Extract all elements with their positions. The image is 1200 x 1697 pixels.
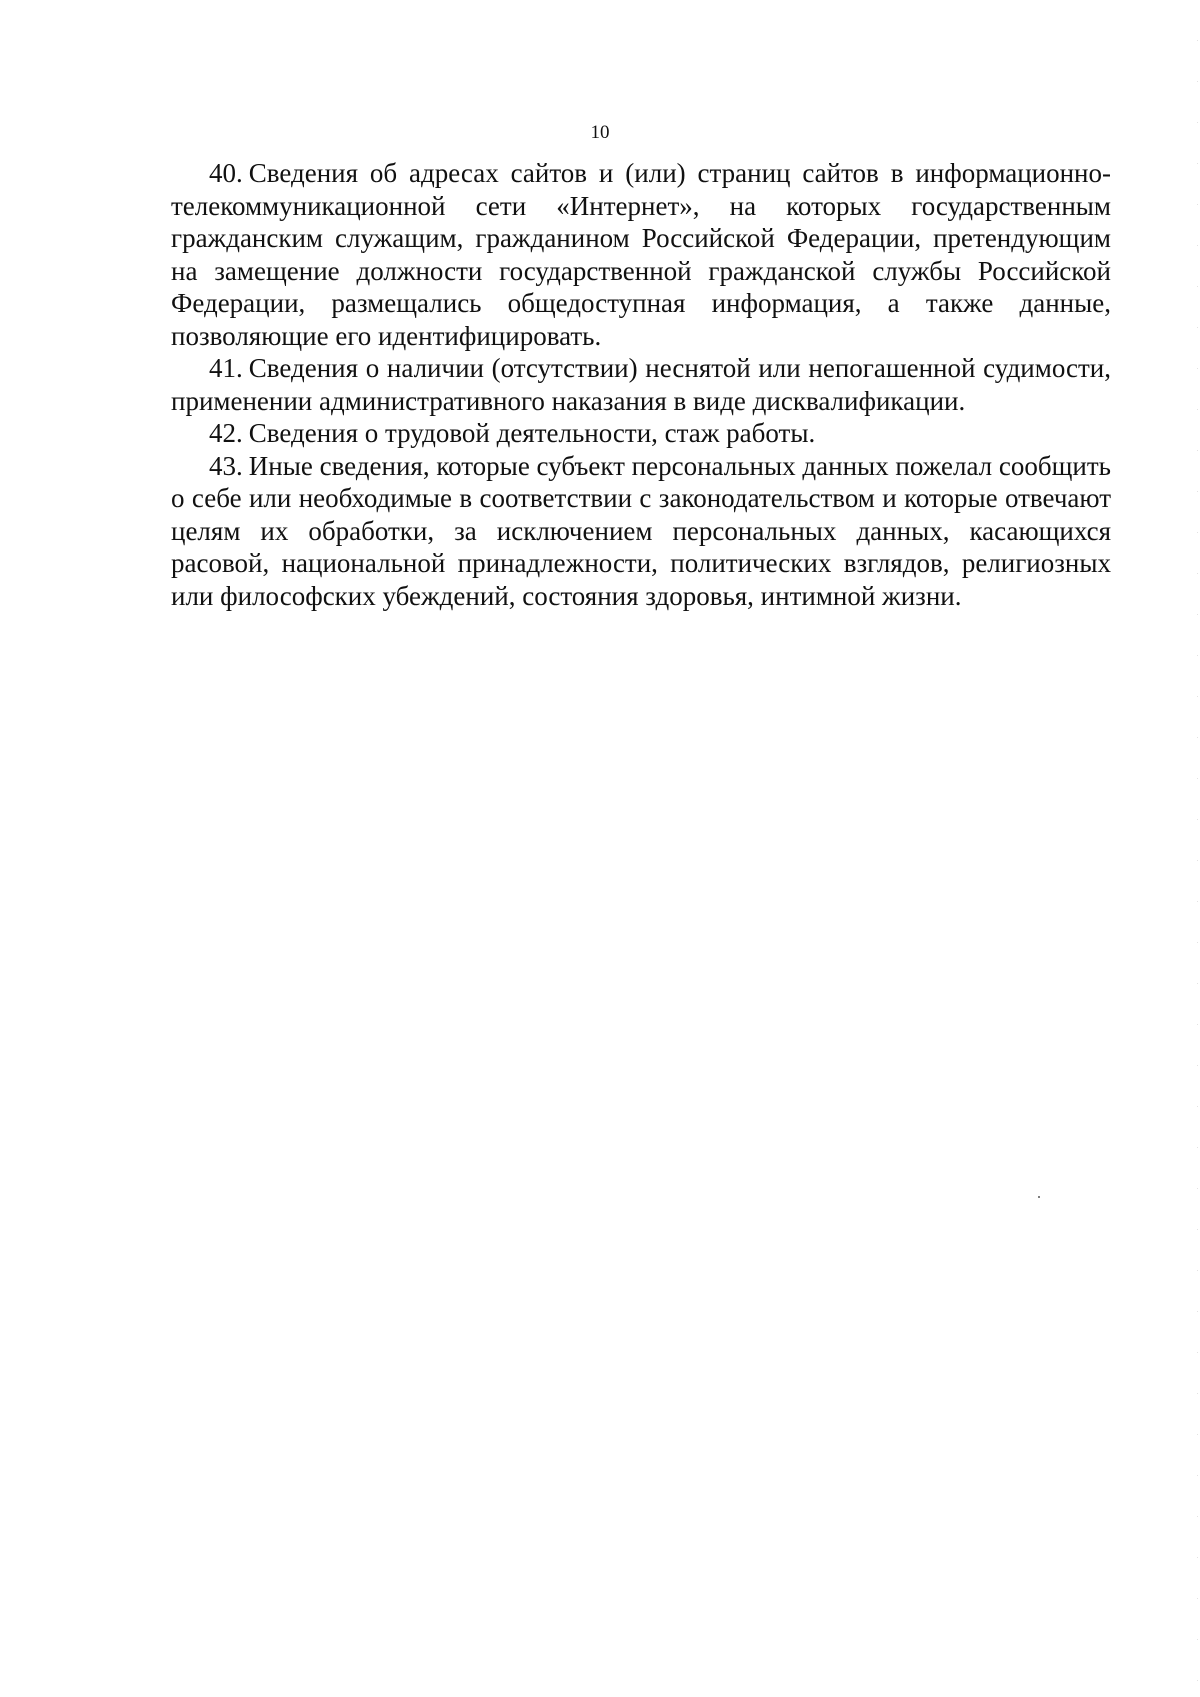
scan-edge-noise xyxy=(1197,0,1198,1697)
paragraph-text: Сведения о трудовой деятельности, стаж работы. xyxy=(248,418,816,448)
paragraph-number: 43. xyxy=(209,450,243,481)
paragraph-number: 40. xyxy=(209,158,243,188)
document-body xyxy=(171,157,1111,612)
paragraph-text: Сведения об адресах сайтов и (или) страниц сайтов в информационно-телекоммуникационной сети «Интернет», на которых государственным гражданским служащим, гражданином Российской Федерации, претендующим на замещение должности государственной гражданской службы Российской Федерации, размещались общедоступная информация, а также данные, позволяющие его идентифицировать. xyxy=(171,158,1111,351)
paragraph-text: Иные сведения, которые субъект персональных данных пожелал сообщить о себе или необходимые в соответствии с законодательством и которые отвечают целям их обработки, за исключением персональных данных, касающихся расовой, национальной принадлежности, политических взглядов, религиозных или философских убеждений, состояния здоровья, интимной жизни. xyxy=(171,450,1111,611)
paragraph-40 xyxy=(171,157,1111,352)
paragraph-number: 42. xyxy=(209,418,243,448)
paragraph-43 xyxy=(171,450,1111,613)
paragraph-text: Сведения о наличии (отсутствии) неснятой или непогашенной судимости, применении административного наказания в виде дисквалификации. xyxy=(171,353,1111,416)
paragraph-41 xyxy=(171,352,1111,417)
scan-speck xyxy=(1038,1196,1040,1198)
paragraph-number: 41. xyxy=(209,353,243,383)
page-number: 10 xyxy=(590,122,610,143)
paragraph-42 xyxy=(171,417,1111,450)
